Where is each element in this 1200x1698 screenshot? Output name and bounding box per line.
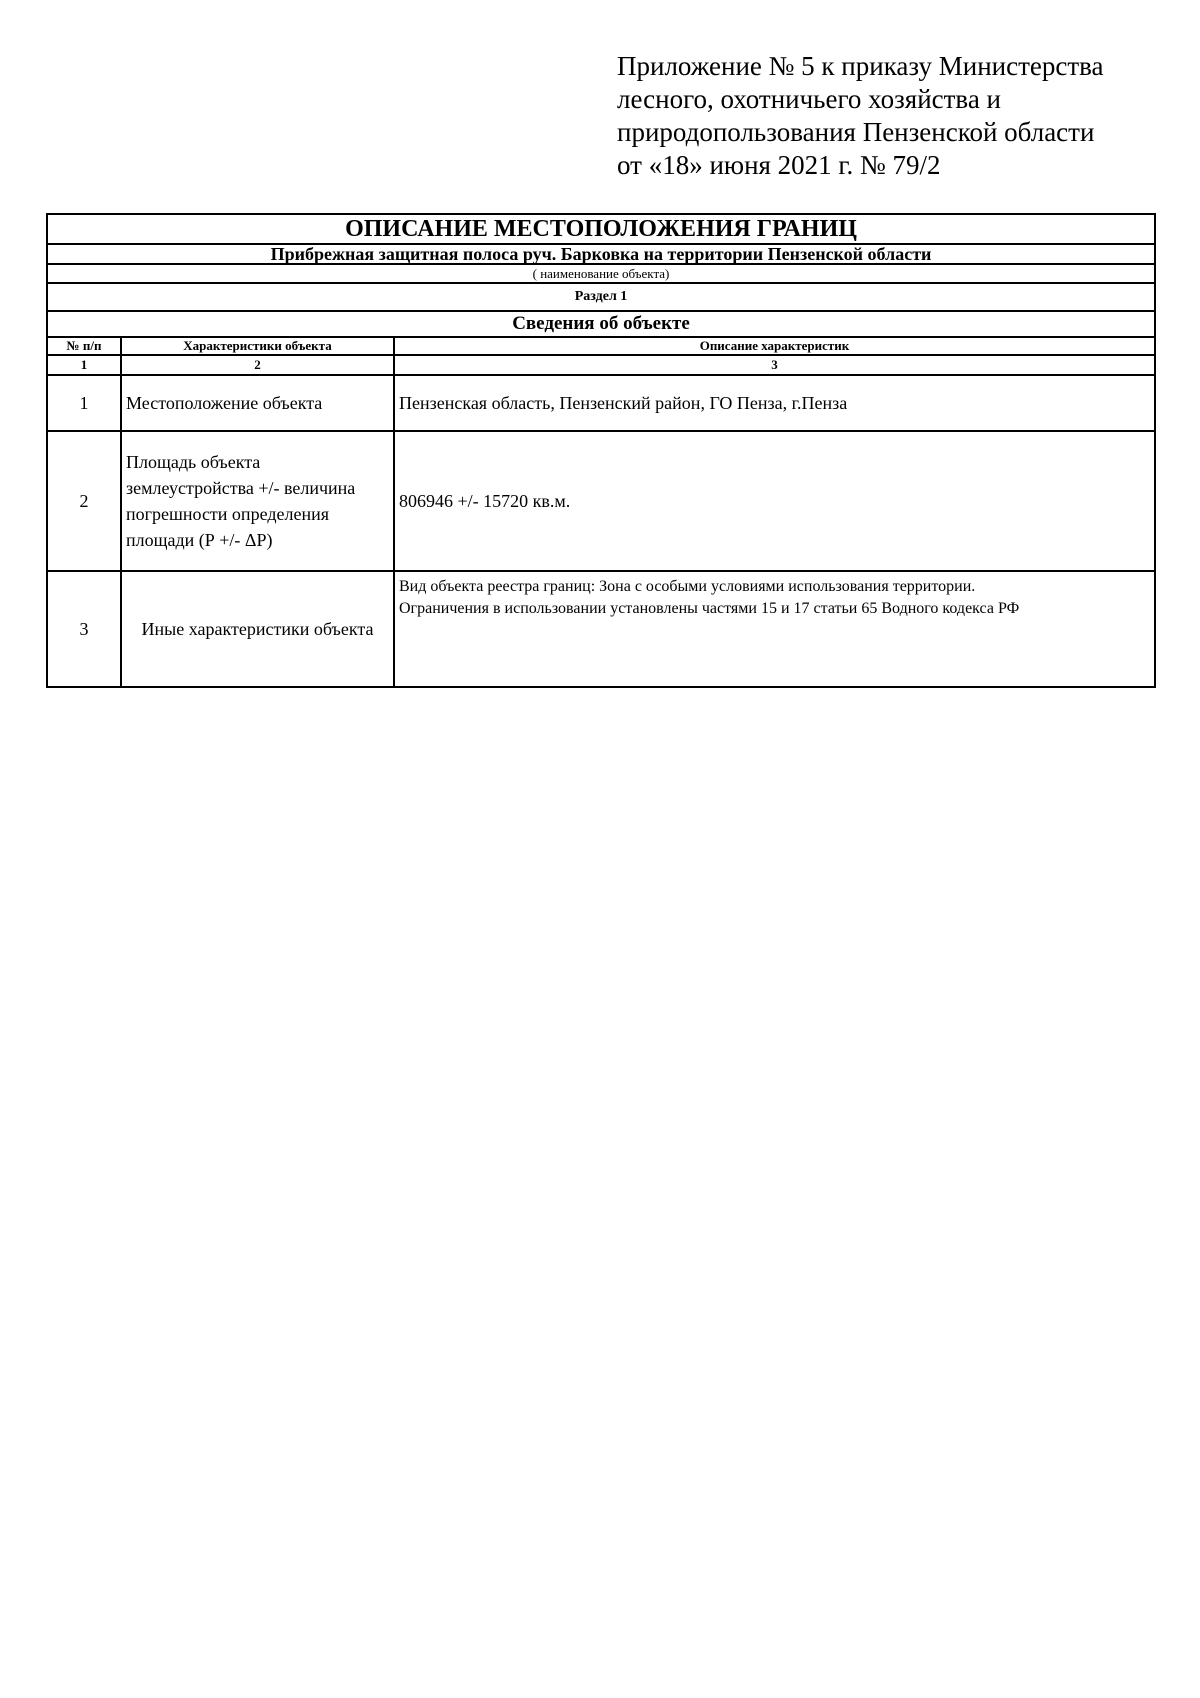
- section-title: Сведения об объекте: [47, 311, 1155, 337]
- boundary-description-table: [46, 213, 1156, 688]
- appendix-note: [617, 50, 1177, 182]
- table-row: [47, 431, 1155, 571]
- column-number: 3: [394, 355, 1155, 375]
- table-row: [47, 375, 1155, 431]
- appendix-line: лесного, охотничьего хозяйства и: [617, 84, 1001, 114]
- row-characteristic: Иные характеристики объекта: [121, 571, 394, 687]
- table-row: [47, 571, 1155, 687]
- header-characteristic: Характеристики объекта: [121, 337, 394, 355]
- row-description: Пензенская область, Пензенский район, ГО Пенза, г.Пенза: [394, 375, 1155, 431]
- column-number: 2: [121, 355, 394, 375]
- row-characteristic: Площадь объекта землеустройства +/- величина погрешности определения площади (Р +/- ΔР): [121, 431, 394, 571]
- object-name: Прибрежная защитная полоса руч. Барковка на территории Пензенской области: [47, 244, 1155, 264]
- header-index: № п/п: [47, 337, 121, 355]
- appendix-line: от «18» июня 2021 г. № 79/2: [617, 150, 941, 180]
- header-description: Описание характеристик: [394, 337, 1155, 355]
- row-index: 1: [47, 375, 121, 431]
- row-index: 2: [47, 431, 121, 571]
- section-label: Раздел 1: [47, 283, 1155, 311]
- description-line: Вид объекта реестра границ: Зона с особыми условиями использования территории.: [399, 578, 976, 595]
- row-description: 806946 +/- 15720 кв.м.: [394, 431, 1155, 571]
- row-description: [394, 571, 1155, 687]
- row-characteristic: Местоположение объекта: [121, 375, 394, 431]
- column-number: 1: [47, 355, 121, 375]
- table-header-row: [47, 337, 1155, 355]
- object-name-caption: ( наименование объекта): [47, 264, 1155, 283]
- appendix-line: природопользования Пензенской области: [617, 117, 1095, 147]
- column-number-row: [47, 355, 1155, 375]
- appendix-line: Приложение № 5 к приказу Министерства: [617, 51, 1104, 81]
- description-line: Ограничения в использовании установлены частями 15 и 17 статьи 65 Водного кодекса РФ: [399, 600, 1020, 617]
- row-index: 3: [47, 571, 121, 687]
- document-title: ОПИСАНИЕ МЕСТОПОЛОЖЕНИЯ ГРАНИЦ: [47, 214, 1155, 244]
